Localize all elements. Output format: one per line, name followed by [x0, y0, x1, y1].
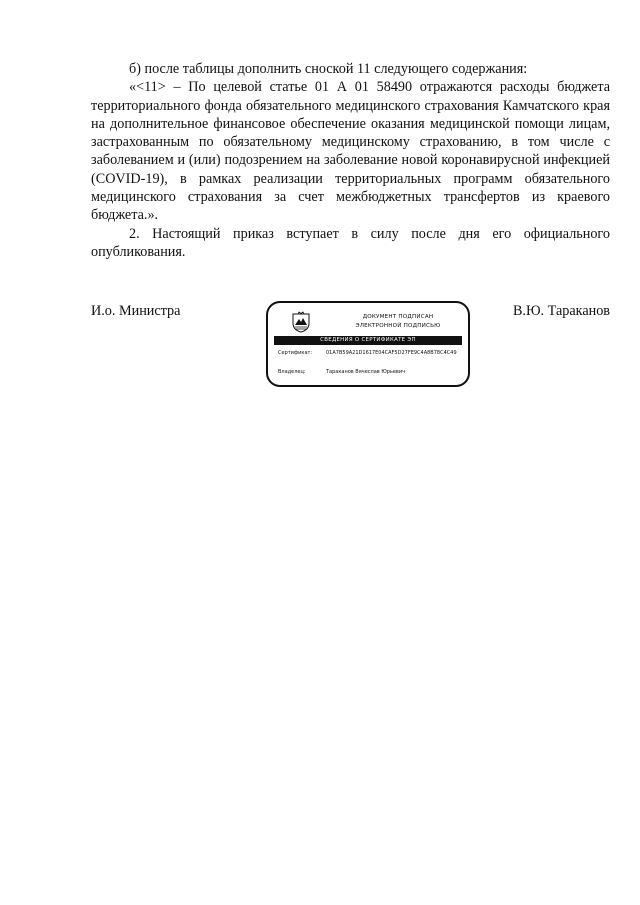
certificate-value: 01A7B59A21D1617E04CAF5D27FE9C4A8B78C4C49 — [326, 350, 457, 356]
document-body — [91, 60, 610, 261]
stamp-certificate-bar: СВЕДЕНИЯ О СЕРТИФИКАТЕ ЭП — [274, 336, 462, 345]
paragraph-footnote-intro: б) после таблицы дополнить сноской 11 следующего содержания: — [129, 61, 528, 77]
stamp-certificate-row — [278, 350, 457, 357]
owner-value: Тараканов Вячеслав Юрьевич — [326, 369, 406, 375]
stamp-owner-row — [278, 369, 405, 376]
kamchatka-coat-of-arms-icon — [290, 311, 312, 333]
signatory-position: И.о. Министра — [91, 303, 181, 319]
signatory-name: В.Ю. Тараканов — [512, 303, 610, 319]
stamp-heading-line2: ЭЛЕКТРОННОЙ ПОДПИСЬЮ — [355, 323, 441, 329]
stamp-heading-line1: ДОКУМЕНТ ПОДПИСАН — [362, 314, 434, 320]
stamp-heading — [336, 313, 460, 331]
electronic-signature-stamp — [266, 301, 470, 387]
paragraph-footnote-text: «<11> – По целевой статье 01 А 01 58490 отражаются расходы бюджета территориального фонда обязательного медицинского страхования Камчатского края на дополнительное финансовое обеспечение оказания медицинской помощи лицам, застрахованным по обязательному медицинскому страхованию, в том числе с заболеванием и (или) подозрением на заболевание новой коронавирусной инфекцией (COVID-19), в рамках реализации территориальных программ обязательного медицинского страхования за счет межбюджетных трансфертов из краевого бюджета.». — [91, 79, 610, 224]
certificate-label: Сертификат: — [278, 350, 313, 356]
paragraph-effective-date: 2. Настоящий приказ вступает в силу после дня его официального опубликования. — [91, 225, 610, 260]
owner-label: Владелец: — [278, 369, 306, 375]
